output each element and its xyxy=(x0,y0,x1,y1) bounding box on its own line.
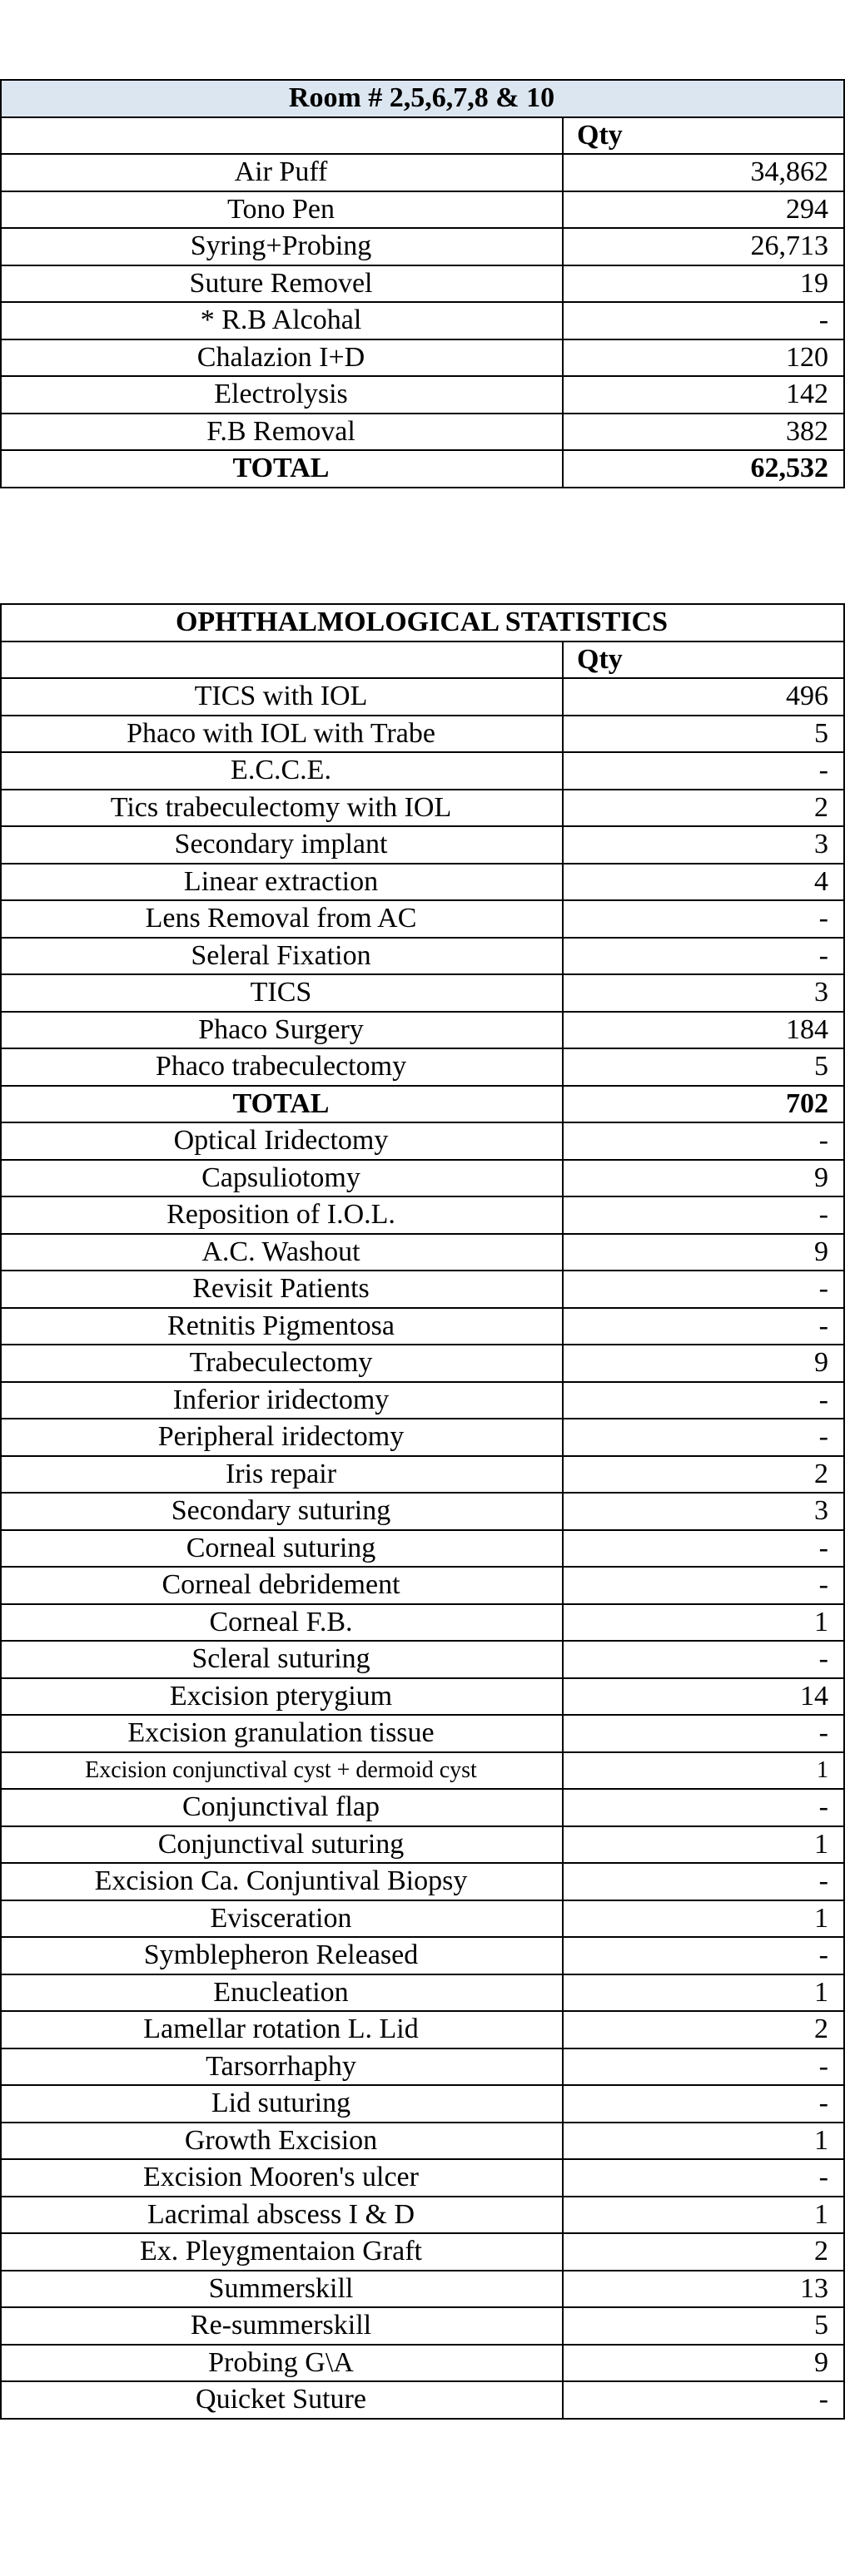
table-row xyxy=(1,2197,844,2234)
procedure-name: Iris repair xyxy=(1,1456,563,1494)
procedure-qty: - xyxy=(563,302,844,339)
procedure-qty: 2 xyxy=(563,2233,844,2271)
procedure-name: Probing G\A xyxy=(1,2345,563,2382)
procedure-name: Excision conjunctival cyst + dermoid cyst xyxy=(1,1752,563,1790)
procedure-name: Symblepheron Released xyxy=(1,1937,563,1974)
procedure-qty: - xyxy=(563,1308,844,1345)
room-stats-table xyxy=(0,79,845,488)
procedure-name: Conjunctival suturing xyxy=(1,1826,563,1864)
table-row xyxy=(1,2011,844,2048)
table-row xyxy=(1,1122,844,1160)
table-row xyxy=(1,1456,844,1494)
table-row xyxy=(1,1900,844,1938)
room-header-row xyxy=(1,117,844,155)
total-row xyxy=(1,450,844,488)
procedure-name: Optical Iridectomy xyxy=(1,1122,563,1160)
table-row xyxy=(1,1012,844,1049)
procedure-qty: 1 xyxy=(563,1974,844,2012)
procedure-qty: - xyxy=(563,1122,844,1160)
procedure-qty: 34,862 xyxy=(563,154,844,191)
procedure-name: Secondary suturing xyxy=(1,1493,563,1530)
procedure-name: Conjunctival flap xyxy=(1,1789,563,1826)
table-row xyxy=(1,1308,844,1345)
table-row xyxy=(1,2381,844,2419)
procedure-qty: - xyxy=(563,1937,844,1974)
procedure-qty: - xyxy=(563,2085,844,2123)
ophthalmological-stats-table xyxy=(0,603,845,2420)
ophth-table-title: OPHTHALMOLOGICAL STATISTICS xyxy=(1,604,844,642)
table-row xyxy=(1,1271,844,1308)
table-row xyxy=(1,1567,844,1604)
procedure-name: Excision granulation tissue xyxy=(1,1715,563,1752)
procedure-qty: 1 xyxy=(563,1604,844,1642)
procedure-name: Reposition of I.O.L. xyxy=(1,1196,563,1234)
procedure-qty: - xyxy=(563,1271,844,1308)
procedure-qty: 3 xyxy=(563,974,844,1012)
procedure-name: Growth Excision xyxy=(1,2123,563,2160)
procedure-qty: 3 xyxy=(563,1493,844,1530)
total-row xyxy=(1,1086,844,1123)
table-row xyxy=(1,826,844,864)
procedure-qty: 1 xyxy=(563,2197,844,2234)
procedure-qty: 5 xyxy=(563,1048,844,1086)
room-header-blank xyxy=(1,117,563,155)
table-row xyxy=(1,1604,844,1642)
procedure-name: Phaco with IOL with Trabe xyxy=(1,716,563,753)
procedure-name: TICS xyxy=(1,974,563,1012)
table-row xyxy=(1,1196,844,1234)
procedure-qty: 14 xyxy=(563,1678,844,1716)
procedure-name: Seleral Fixation xyxy=(1,938,563,975)
table-row xyxy=(1,1234,844,1271)
procedure-name: Lacrimal abscess I & D xyxy=(1,2197,563,2234)
procedure-name: Retnitis Pigmentosa xyxy=(1,1308,563,1345)
procedure-qty: - xyxy=(563,2381,844,2419)
procedure-name: Electrolysis xyxy=(1,376,563,414)
procedure-qty: 496 xyxy=(563,678,844,716)
table-row xyxy=(1,1641,844,1678)
procedure-name: Capsuliotomy xyxy=(1,1160,563,1197)
room-qty-header: Qty xyxy=(563,117,844,155)
procedure-qty: 9 xyxy=(563,1234,844,1271)
table-row xyxy=(1,1493,844,1530)
procedure-name: Tono Pen xyxy=(1,191,563,229)
procedure-name: Peripheral iridectomy xyxy=(1,1419,563,1456)
ophth-title-row xyxy=(1,604,844,642)
ophth-header-blank xyxy=(1,642,563,679)
procedure-qty: 19 xyxy=(563,265,844,303)
total-label: TOTAL xyxy=(1,1086,563,1123)
procedure-qty: - xyxy=(563,1419,844,1456)
procedure-qty: 142 xyxy=(563,376,844,414)
room-table-title: Room # 2,5,6,7,8 & 10 xyxy=(1,80,844,117)
procedure-name: Secondary implant xyxy=(1,826,563,864)
table-row xyxy=(1,900,844,938)
table-row xyxy=(1,2271,844,2308)
table-row xyxy=(1,414,844,451)
procedure-qty: 9 xyxy=(563,2345,844,2382)
table-row xyxy=(1,790,844,827)
procedure-qty: 294 xyxy=(563,191,844,229)
procedure-qty: - xyxy=(563,1789,844,1826)
procedure-qty: 26,713 xyxy=(563,228,844,265)
procedure-qty: 9 xyxy=(563,1160,844,1197)
table-row xyxy=(1,1345,844,1382)
procedure-name: Trabeculectomy xyxy=(1,1345,563,1382)
procedure-name: Lens Removal from AC xyxy=(1,900,563,938)
table-row xyxy=(1,1678,844,1716)
procedure-name: Tics trabeculectomy with IOL xyxy=(1,790,563,827)
table-row xyxy=(1,2233,844,2271)
procedure-qty: 3 xyxy=(563,826,844,864)
procedure-name: E.C.C.E. xyxy=(1,752,563,790)
procedure-name: * R.B Alcohal xyxy=(1,302,563,339)
procedure-qty: - xyxy=(563,1567,844,1604)
table-row xyxy=(1,1419,844,1456)
ophth-qty-header: Qty xyxy=(563,642,844,679)
procedure-name: Syring+Probing xyxy=(1,228,563,265)
procedure-qty: - xyxy=(563,2159,844,2197)
ophth-header-row xyxy=(1,642,844,679)
table-row xyxy=(1,1789,844,1826)
procedure-name: Tarsorrhaphy xyxy=(1,2048,563,2086)
table-row xyxy=(1,974,844,1012)
procedure-qty: 5 xyxy=(563,716,844,753)
procedure-name: Linear extraction xyxy=(1,864,563,901)
table-row xyxy=(1,2085,844,2123)
total-qty: 702 xyxy=(563,1086,844,1123)
table-row xyxy=(1,1048,844,1086)
table-row xyxy=(1,2345,844,2382)
procedure-name: Air Puff xyxy=(1,154,563,191)
table-row xyxy=(1,1974,844,2012)
procedure-qty: - xyxy=(563,938,844,975)
procedure-qty: 4 xyxy=(563,864,844,901)
procedure-qty: 120 xyxy=(563,339,844,377)
procedure-name: Corneal F.B. xyxy=(1,1604,563,1642)
procedure-qty: - xyxy=(563,1382,844,1419)
table-row xyxy=(1,1382,844,1419)
table-row xyxy=(1,864,844,901)
procedure-qty: - xyxy=(563,1715,844,1752)
procedure-name: Inferior iridectomy xyxy=(1,1382,563,1419)
table-row xyxy=(1,716,844,753)
procedure-name: Re-summerskill xyxy=(1,2307,563,2345)
procedure-qty: 382 xyxy=(563,414,844,451)
room-title-row xyxy=(1,80,844,117)
procedure-qty: 13 xyxy=(563,2271,844,2308)
procedure-qty: 9 xyxy=(563,1345,844,1382)
procedure-qty: 1 xyxy=(563,1900,844,1938)
procedure-qty: - xyxy=(563,1641,844,1678)
table-row xyxy=(1,1826,844,1864)
procedure-qty: 1 xyxy=(563,1752,844,1790)
procedure-qty: - xyxy=(563,1196,844,1234)
procedure-name: Revisit Patients xyxy=(1,1271,563,1308)
table-row xyxy=(1,339,844,377)
procedure-qty: 184 xyxy=(563,1012,844,1049)
procedure-name: Phaco trabeculectomy xyxy=(1,1048,563,1086)
procedure-name: Lamellar rotation L. Lid xyxy=(1,2011,563,2048)
table-row xyxy=(1,752,844,790)
procedure-qty: - xyxy=(563,2048,844,2086)
table-row xyxy=(1,154,844,191)
procedure-qty: 2 xyxy=(563,2011,844,2048)
table-row xyxy=(1,1937,844,1974)
table-row xyxy=(1,302,844,339)
table-row xyxy=(1,1160,844,1197)
table-row xyxy=(1,678,844,716)
procedure-name: Summerskill xyxy=(1,2271,563,2308)
procedure-name: Lid suturing xyxy=(1,2085,563,2123)
procedure-qty: - xyxy=(563,900,844,938)
procedure-name: Evisceration xyxy=(1,1900,563,1938)
table-row xyxy=(1,1752,844,1790)
procedure-qty: 2 xyxy=(563,1456,844,1494)
table-row xyxy=(1,376,844,414)
procedure-name: Corneal debridement xyxy=(1,1567,563,1604)
table-row xyxy=(1,2048,844,2086)
procedure-name: A.C. Washout xyxy=(1,1234,563,1271)
procedure-name: Corneal suturing xyxy=(1,1530,563,1568)
procedure-name: Excision Ca. Conjuntival Biopsy xyxy=(1,1863,563,1900)
procedure-name: F.B Removal xyxy=(1,414,563,451)
procedure-name: Ex. Pleygmentaion Graft xyxy=(1,2233,563,2271)
table-row xyxy=(1,1715,844,1752)
table-row xyxy=(1,1863,844,1900)
table-row xyxy=(1,228,844,265)
procedure-qty: 1 xyxy=(563,2123,844,2160)
procedure-name: Suture Removel xyxy=(1,265,563,303)
total-label: TOTAL xyxy=(1,450,563,488)
procedure-name: Enucleation xyxy=(1,1974,563,2012)
procedure-name: Excision pterygium xyxy=(1,1678,563,1716)
table-row xyxy=(1,2123,844,2160)
procedure-name: Phaco Surgery xyxy=(1,1012,563,1049)
procedure-qty: 2 xyxy=(563,790,844,827)
table-row xyxy=(1,265,844,303)
table-row xyxy=(1,2159,844,2197)
procedure-name: TICS with IOL xyxy=(1,678,563,716)
procedure-qty: 1 xyxy=(563,1826,844,1864)
procedure-name: Excision Mooren's ulcer xyxy=(1,2159,563,2197)
procedure-qty: 5 xyxy=(563,2307,844,2345)
procedure-name: Quicket Suture xyxy=(1,2381,563,2419)
procedure-qty: - xyxy=(563,1530,844,1568)
total-qty: 62,532 xyxy=(563,450,844,488)
table-row xyxy=(1,2307,844,2345)
table-row xyxy=(1,1530,844,1568)
procedure-qty: - xyxy=(563,752,844,790)
procedure-name: Scleral suturing xyxy=(1,1641,563,1678)
table-row xyxy=(1,938,844,975)
table-row xyxy=(1,191,844,229)
procedure-name: Chalazion I+D xyxy=(1,339,563,377)
procedure-qty: - xyxy=(563,1863,844,1900)
